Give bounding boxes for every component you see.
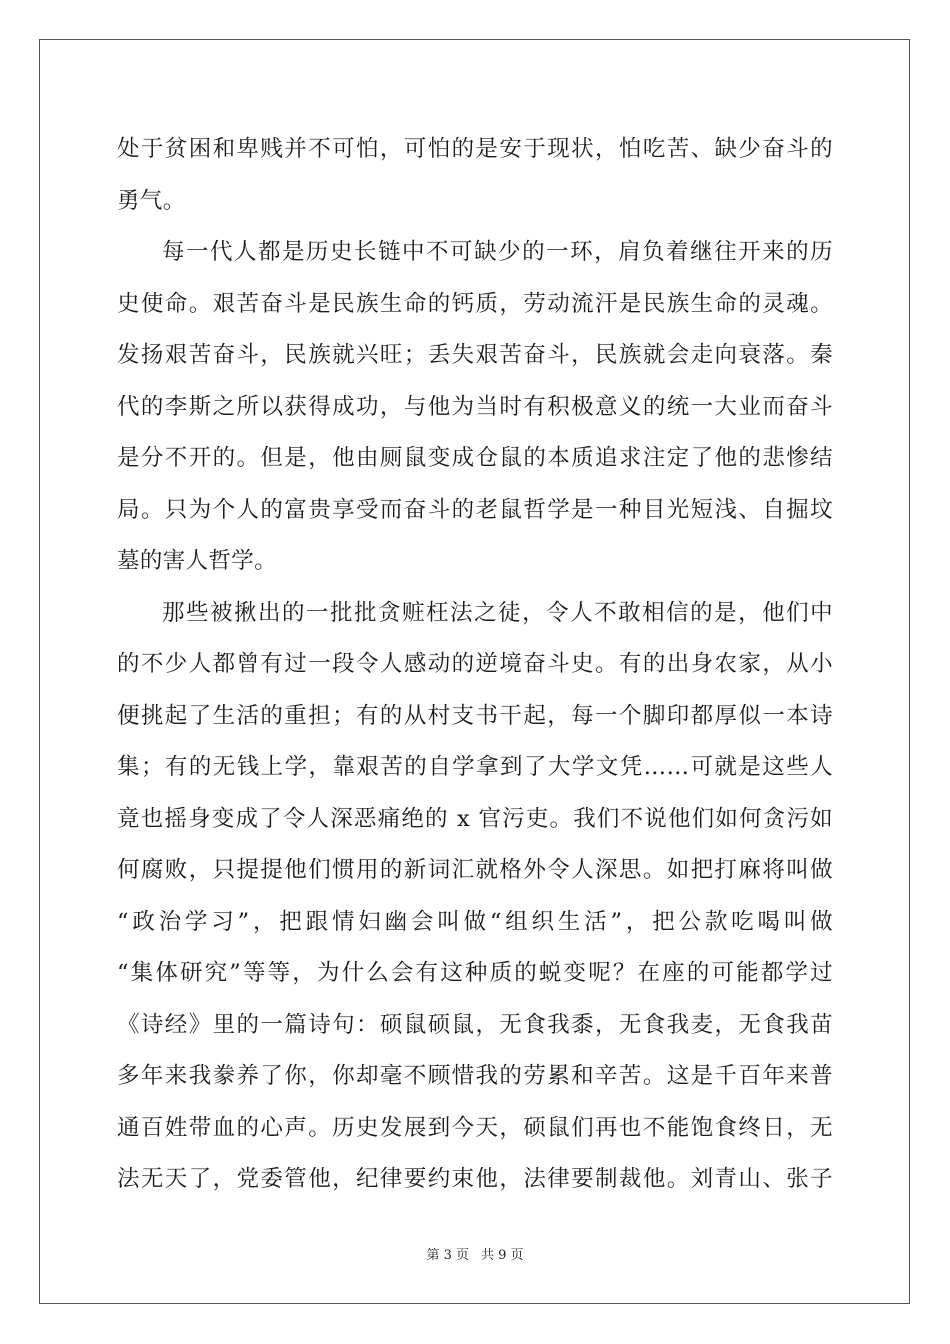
text-line: 的不少人都曾有过一段令人感动的逆境奋斗史。有的出身农家，从小 — [117, 651, 833, 677]
text-line: 法无天了，党委管他，纪律要约束他，法律要制裁他。刘青山、张子 — [117, 1166, 833, 1192]
total-pages-label: 共 9 页 — [481, 1248, 524, 1263]
text-line: 是分不开的。但是，他由厕鼠变成仓鼠的本质追求注定了他的悲惨结 — [117, 445, 833, 471]
text-line: 勇气。 — [117, 187, 186, 214]
text-line: “政治学习”，把跟情妇幽会叫做“组织生活”，把公款吃喝叫做 — [117, 908, 833, 935]
text-line: 通百姓带血的心声。历史发展到今天，硕鼠们再也不能饱食终日，无 — [117, 1114, 833, 1141]
page-footer — [0, 1248, 950, 1264]
text-line: 那些被揪出的一批批贪赃枉法之徒，令人不敢相信的是，他们中 — [162, 599, 833, 626]
text-line: 竟也摇身变成了令人深恶痛绝的 x 官污吏。我们不说他们如何贪污如 — [117, 805, 833, 832]
text-line: 《诗经》里的一篇诗句：硕鼠硕鼠，无食我黍，无食我麦，无食我苗 — [117, 1011, 833, 1038]
text-line: 代的李斯之所以获得成功，与他为当时有积极意义的统一大业而奋斗 — [117, 393, 833, 420]
document-body — [117, 124, 833, 1206]
text-line: 墓的害人哲学。 — [117, 548, 277, 574]
text-line: 处于贫困和卑贱并不可怕，可怕的是安于现状，怕吃苦、缺少奋斗的 — [117, 136, 833, 162]
text-line: 史使命。艰苦奋斗是民族生命的钙质，劳动流汗是民族生命的灵魂。 — [117, 290, 833, 317]
text-line: “集体研究”等等，为什么会有这种质的蜕变呢？在座的可能都学过 — [117, 960, 833, 986]
current-page-label: 第 3 页 — [426, 1248, 469, 1263]
text-line: 多年来我豢养了你，你却毫不顾惜我的劳累和辛苦。这是千百年来普 — [117, 1063, 833, 1089]
text-line: 何腐败，只提提他们惯用的新词汇就格外令人深思。如把打麻将叫做 — [117, 857, 833, 883]
text-line: 局。只为个人的富贵享受而奋斗的老鼠哲学是一种目光短浅、自掘坟 — [117, 496, 833, 523]
text-line: 集；有的无钱上学，靠艰苦的自学拿到了大学文凭……可就是这些人 — [117, 754, 833, 780]
text-line: 发扬艰苦奋斗，民族就兴旺；丢失艰苦奋斗，民族就会走向衰落。秦 — [117, 342, 833, 368]
text-line: 便挑起了生活的重担；有的从村支书干起，每一个脚印都厚似一本诗 — [117, 702, 833, 729]
text-line: 每一代人都是历史长链中不可缺少的一环，肩负着继往开来的历 — [162, 239, 833, 265]
